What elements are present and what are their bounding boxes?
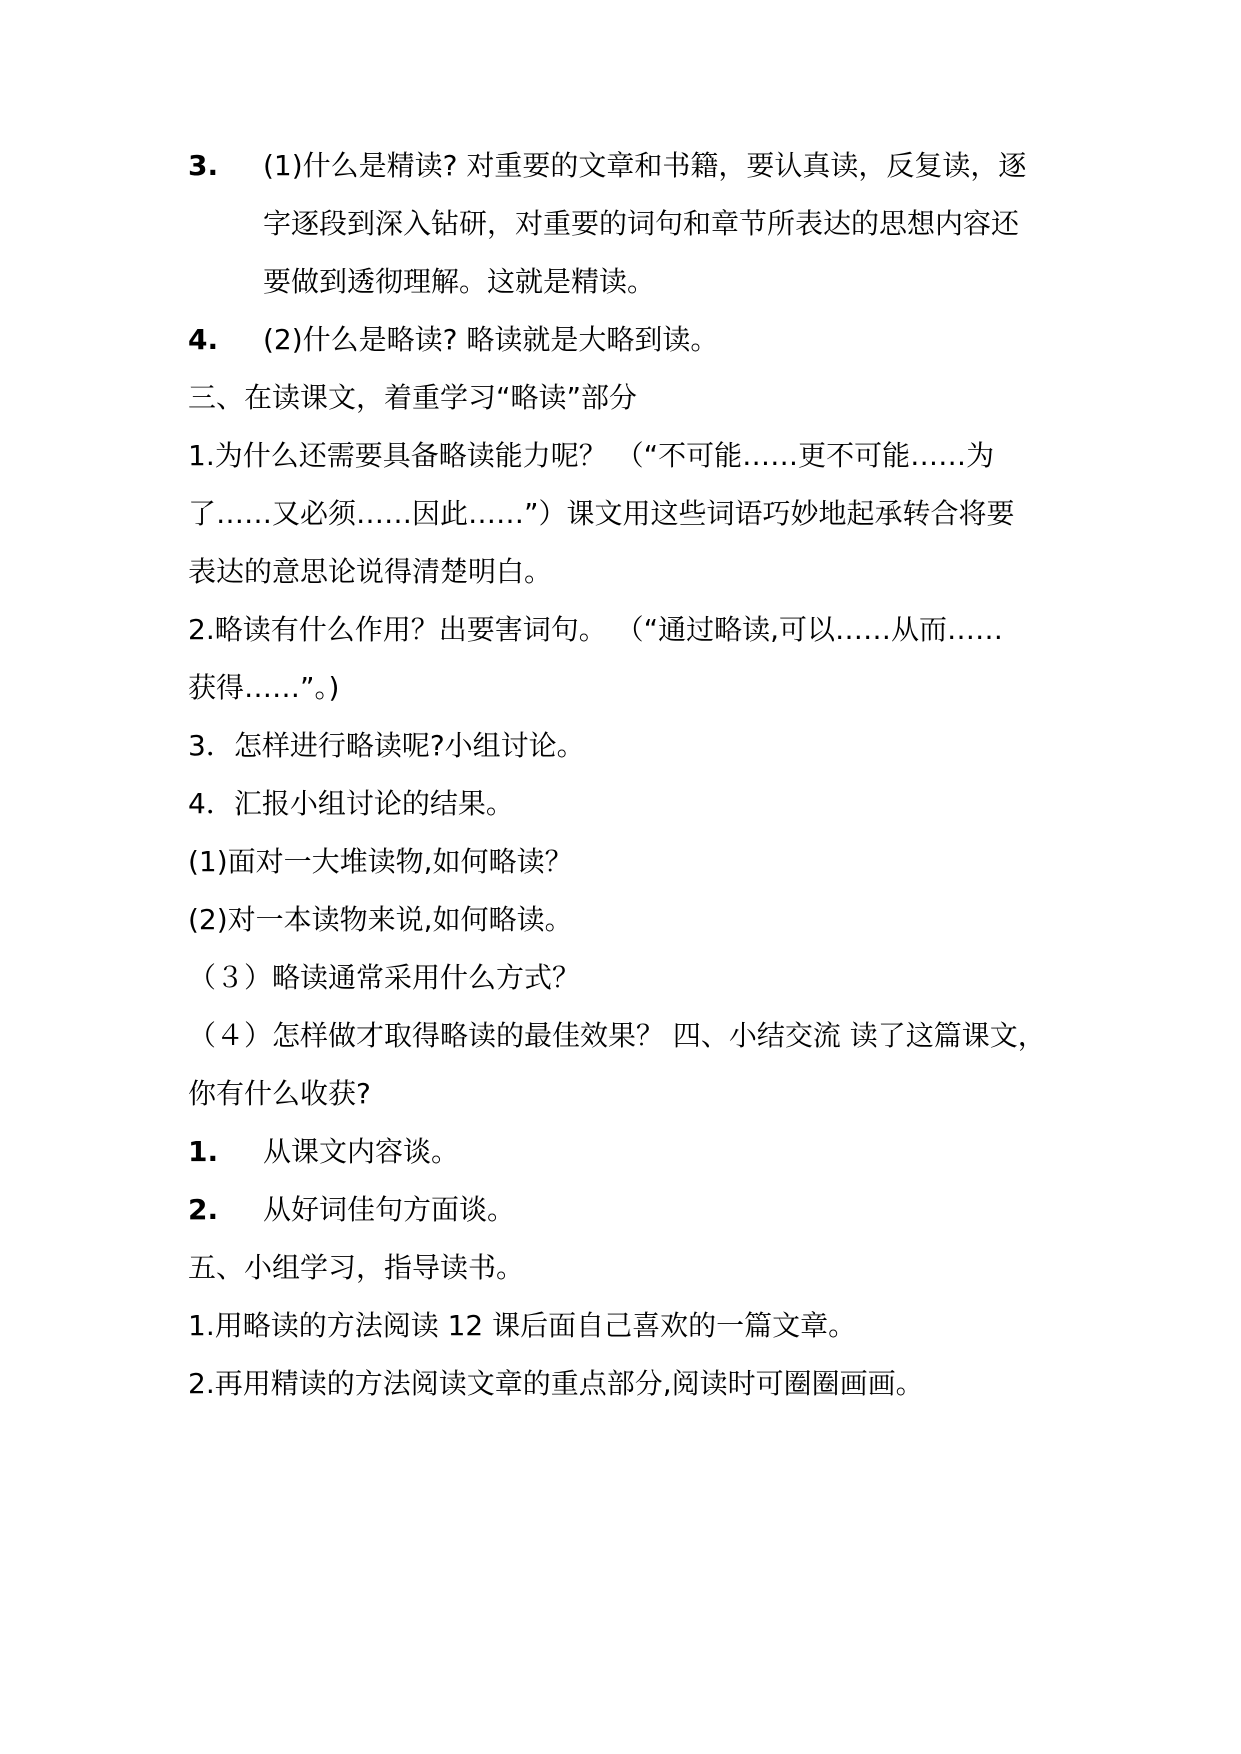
list-number: 3. <box>188 149 219 182</box>
paragraph-line: 3．怎样进行略读呢?小组讨论。 <box>188 729 585 762</box>
paragraph-line: 表达的意思论说得清楚明白。 <box>188 555 553 588</box>
section-heading: 三、在读课文，着重学习“略读”部分 <box>188 381 638 414</box>
list-number: 2. <box>188 1193 219 1226</box>
paragraph-line: （３）略读通常采用什么方式？ <box>188 961 581 994</box>
paragraph-line: 了……又必须……因此……”）课文用这些词语巧妙地起承转合将要 <box>188 497 1015 530</box>
paragraph-line: 1.用略读的方法阅读 12 课后面自己喜欢的一篇文章。 <box>188 1309 857 1342</box>
list-number: 4. <box>188 323 219 356</box>
paragraph-line: （４）怎样做才取得略读的最佳效果？ 四、小结交流 读了这篇课文， <box>188 1019 1046 1052</box>
list-number: 1. <box>188 1135 219 1168</box>
paragraph-line: 要做到透彻理解。这就是精读。 <box>263 265 656 298</box>
section-heading: 五、小组学习，指导读书。 <box>188 1251 525 1284</box>
paragraph-line: 从课文内容谈。 <box>263 1135 460 1168</box>
paragraph-line: 1.为什么还需要具备略读能力呢？ （“不可能……更不可能……为 <box>188 439 995 472</box>
paragraph-line: 字逐段到深入钻研，对重要的词句和章节所表达的思想内容还 <box>263 207 1020 240</box>
paragraph-line: (1)面对一大堆读物,如何略读？ <box>188 845 573 878</box>
paragraph-line: 获得……”。) <box>188 671 340 704</box>
paragraph-line: 2.再用精读的方法阅读文章的重点部分,阅读时可圈圈画画。 <box>188 1367 924 1400</box>
paragraph-line: 从好词佳句方面谈。 <box>263 1193 516 1226</box>
paragraph-line: (2)什么是略读? 略读就是大略到读。 <box>263 323 719 356</box>
paragraph-line: (1)什么是精读? 对重要的文章和书籍，要认真读，反复读，逐 <box>263 149 1027 182</box>
paragraph-line: 你有什么收获? <box>188 1077 371 1110</box>
paragraph-line: (2)对一本读物来说,如何略读。 <box>188 903 573 936</box>
paragraph-line: 2.略读有什么作用？出要害词句。 （“通过略读,可以……从而…… <box>188 613 1004 646</box>
paragraph-line: 4．汇报小组讨论的结果。 <box>188 787 514 820</box>
